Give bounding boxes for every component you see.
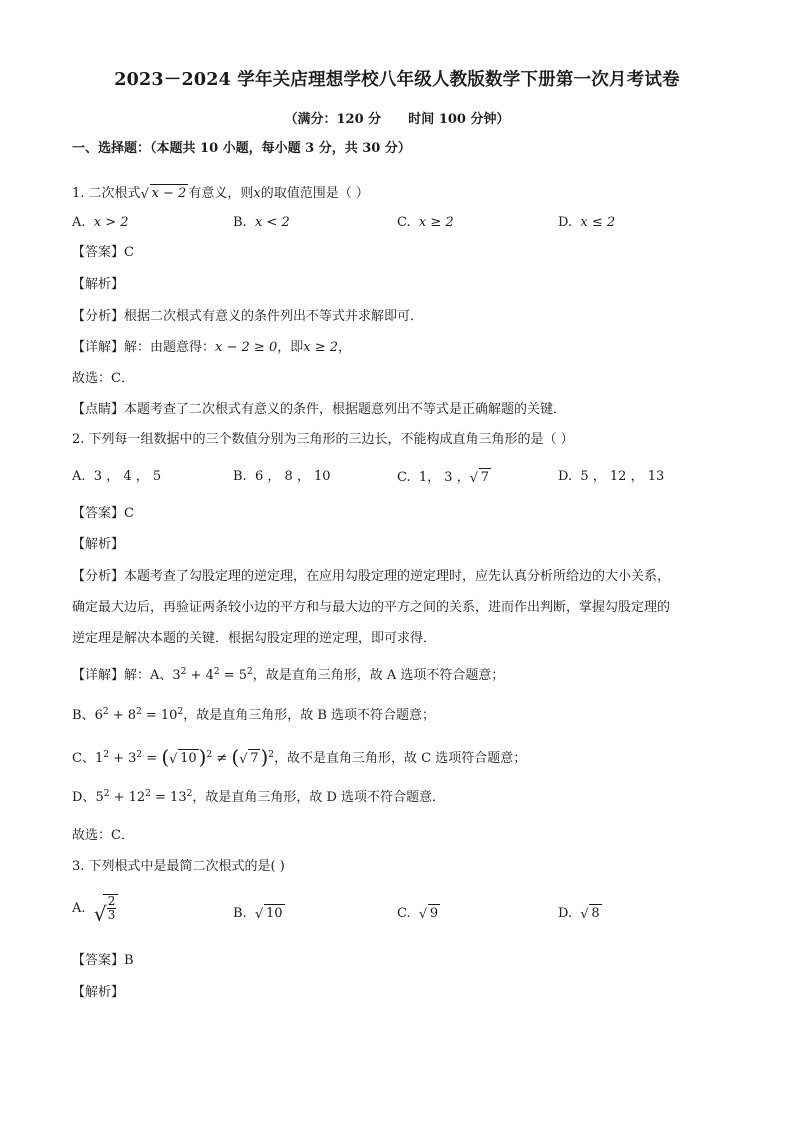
question-2-stem: 2. 下列每一组数据中的三个数值分别为三角形的三边长，不能构成直角三角形的是（ ） bbox=[72, 432, 574, 447]
q2-fenxi-line-2: 确定最大边后，再验证两条较小边的平方和与最大边的平方之间的关系，进而作出判断，掌握勾股定理的 bbox=[72, 600, 671, 615]
q1-xiangjie: 【详解】解：由题意得：x − 2 ≥ 0，即x ≥ 2， bbox=[72, 340, 352, 355]
q2-xiangjie-b: B、$6^2 + 8^2 = 10^2$，故是直角三角形，故 B 选项不符合题意； bbox=[72, 707, 436, 723]
q2-option-a: A. 3 ， 4 ， 5 bbox=[72, 469, 162, 484]
q2-xiangjie-a: 【详解】解：A、$3^2 + 4^2 = 5^2$，故是直角三角形，故 A 选项不符合题意； bbox=[72, 667, 505, 683]
question-3-stem: 3. 下列根式中是最简二次根式的是( ) bbox=[72, 859, 285, 874]
q1-analysis-tag: 【解析】 bbox=[72, 277, 125, 292]
q2-xiangjie-c: C、$1^2 + 3^2$ = ( √ 10 )$^2$ ≠ ( √ 7 )$^2$，故不是直角三角形，故 C 选项符合题意； bbox=[72, 745, 527, 769]
q3-option-d: D. √ 8 bbox=[558, 906, 600, 922]
q3-analysis-tag: 【解析】 bbox=[72, 985, 125, 1000]
q3-option-b: B. √ 10 bbox=[233, 906, 283, 922]
q1-option-b: B. x < 2 bbox=[233, 215, 290, 230]
q1-option-d: D. x ≤ 2 bbox=[558, 215, 616, 230]
sqrt-expression: √ x − 2 bbox=[140, 186, 187, 202]
question-1-stem: 1. 二次根式 √ x − 2 有意义，则x的取值范围是（ ） bbox=[72, 186, 369, 202]
q1-option-c: C. x ≥ 2 bbox=[397, 215, 454, 230]
q2-option-c: C. 1， 3 ， √ 7 bbox=[397, 470, 489, 486]
q2-choose: 故选：C． bbox=[72, 828, 134, 843]
q3-answer: 【答案】B bbox=[72, 953, 134, 968]
q3-option-a: A. √ $\frac{2}{3}$ bbox=[72, 894, 118, 922]
exam-subtitle: （满分：120 分 时间 100 分钟） bbox=[284, 112, 510, 127]
question-number: 1. bbox=[72, 186, 85, 201]
q2-option-d: D. 5 ， 12 ， 13 bbox=[558, 469, 665, 484]
q2-analysis-tag: 【解析】 bbox=[72, 537, 125, 552]
q2-fenxi-line-3: 逆定理是解决本题的关键．根据勾股定理的逆定理，即可求得． bbox=[72, 631, 437, 646]
q1-dianjing: 【点睛】本题考查了二次根式有意义的条件，根据题意列出不等式是正确解题的关键． bbox=[72, 402, 567, 417]
q1-option-a: A. x > 2 bbox=[72, 215, 129, 230]
q3-option-c: C. √ 9 bbox=[397, 906, 439, 922]
q2-option-b: B. 6 ， 8 ， 10 bbox=[233, 469, 331, 484]
q1-fenxi: 【分析】根据二次根式有意义的条件列出不等式并求解即可． bbox=[72, 309, 424, 324]
q2-xiangjie-d: D、$5^2 + 12^2 = 13^2$，故是直角三角形，故 D 选项不符合题意． bbox=[72, 789, 446, 805]
q1-answer: 【答案】C bbox=[72, 245, 134, 260]
q1-choose: 故选：C． bbox=[72, 371, 134, 386]
q2-fenxi-line-1: 【分析】本题考查了勾股定理的逆定理，在应用勾股定理的逆定理时，应先认真分析所给边的大小关系， bbox=[72, 569, 671, 584]
exam-title: 2023－2024 学年关店理想学校八年级人教版数学下册第一次月考试卷 bbox=[114, 70, 680, 90]
q2-answer: 【答案】C bbox=[72, 506, 134, 521]
section-heading: 一、选择题：（本题共 10 小题，每小题 3 分，共 30 分） bbox=[72, 141, 411, 156]
